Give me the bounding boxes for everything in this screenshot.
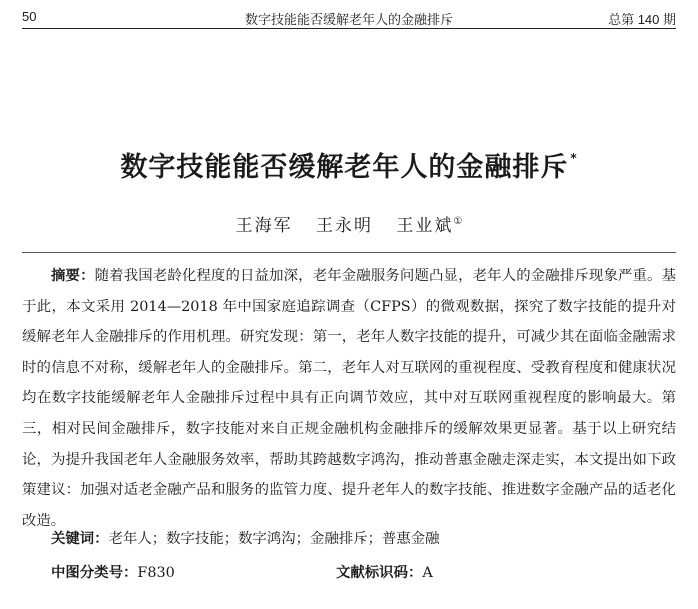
document-code-value: A (422, 565, 433, 581)
author-name: 王海军 (235, 216, 293, 236)
classification-label: 中图分类号： (51, 565, 138, 581)
author-name: 王业斌① (396, 216, 463, 236)
running-title: 数字技能能否缓解老年人的金融排斥 (244, 12, 453, 27)
header-rule (22, 28, 676, 29)
author-footnote-mark: ① (453, 216, 463, 227)
page-number: 50 (22, 9, 37, 24)
abstract-label: 摘要： (51, 268, 95, 284)
abstract (22, 261, 676, 536)
article-title (0, 145, 698, 184)
author-list (0, 211, 698, 236)
abstract-rule (22, 252, 676, 253)
title-footnote-mark: * (570, 151, 578, 165)
issue-number: 总第 140 期 (608, 12, 676, 27)
document-code-label: 文献标识码： (336, 565, 423, 581)
document-code (336, 561, 433, 582)
abstract-text: 随着我国老龄化程度的日益加深，老年金融服务问题凸显，老年人的金融排斥现象严重。基于此，本文采用 2014—2018 年中国家庭追踪调查（CFPS）的微观数据，探究了数字技能的提升对缓解老年人金融排斥的作用机理。研究发现：第一，老年人数字技能的提升，可减少其在面临金融需求时的信息不对称，缓解老年人的金融排斥。第二，老年人对互联网的重视程度、受教育程度和健康状况均在数字技能缓解老年人金融排斥过程中具有正向调节效应，其中对互联网重视程度的影响最大。第三，相对民间金融排斥，数字技能对来自正规金融机构金融排斥的缓解效果更显著。基于以上研究结论，为提升我国老年人金融服务效率，帮助其跨越数字鸿沟，推动普惠金融走深走实，本文提出如下政策建议：加强对适老金融产品和服务的监管力度、提升老年人的数字技能、推进数字金融产品的适老化改造。 (22, 268, 676, 529)
keywords-label: 关键词： (51, 531, 109, 547)
author-name: 王永明 (316, 216, 374, 236)
keywords-text: 老年人；数字技能；数字鸿沟；金融排斥；普惠金融 (108, 531, 440, 547)
article-title-text: 数字技能能否缓解老年人的金融排斥 (120, 152, 569, 183)
classification-number (51, 561, 175, 582)
keywords (51, 527, 440, 548)
classification-value: F830 (137, 565, 175, 581)
running-header (22, 6, 676, 28)
